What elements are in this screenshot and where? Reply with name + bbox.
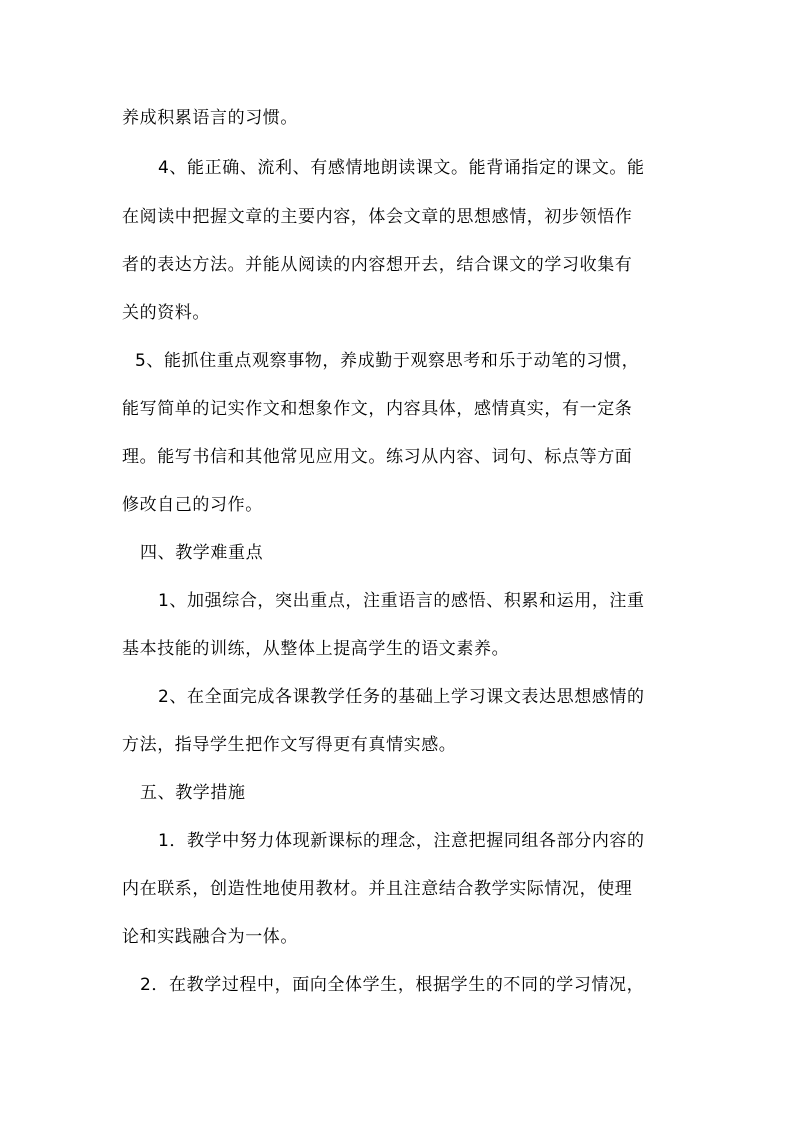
text-line: 5、能抓住重点观察事物，养成勤于观察思考和乐于动笔的习惯， [135,351,640,371]
text-line: 理。能写书信和其他常见应用文。练习从内容、词句、标点等方面 [122,447,633,467]
section-heading: 四、教学难重点 [140,543,264,563]
text-line: 内在联系，创造性地使用教材。并且注意结合教学实际情况，使理 [122,879,633,899]
text-line: 论和实践融合为一体。 [122,927,298,947]
text-line: 者的表达方法。并能从阅读的内容想开去，结合课文的学习收集有 [122,255,633,275]
text-line: 修改自己的习作。 [122,495,263,515]
text-line: 养成积累语言的习惯。 [122,108,298,128]
section-heading: 五、教学措施 [140,783,246,803]
text-line: 在阅读中把握文章的主要内容，体会文章的思想感情，初步领悟作 [122,207,633,227]
text-line: 1．教学中努力体现新课标的理念，注意把握同组各部分内容的 [158,831,645,851]
text-line: 4、能正确、流利、有感情地朗读课文。能背诵指定的课文。能 [158,158,645,178]
text-line: 2、在全面完成各课教学任务的基础上学习课文表达思想感情的 [158,687,645,707]
text-line: 方法，指导学生把作文写得更有真情实感。 [122,735,457,755]
text-line: 关的资料。 [122,303,210,323]
text-line: 能写简单的记实作文和想象作文，内容具体，感情真实，有一定条 [122,399,633,419]
text-line: 基本技能的训练，从整体上提高学生的语文素养。 [122,639,510,659]
text-line: 1、加强综合，突出重点，注重语言的感悟、积累和运用，注重 [158,591,645,611]
text-line: 2．在教学过程中，面向全体学生，根据学生的不同的学习情况， [140,975,645,995]
